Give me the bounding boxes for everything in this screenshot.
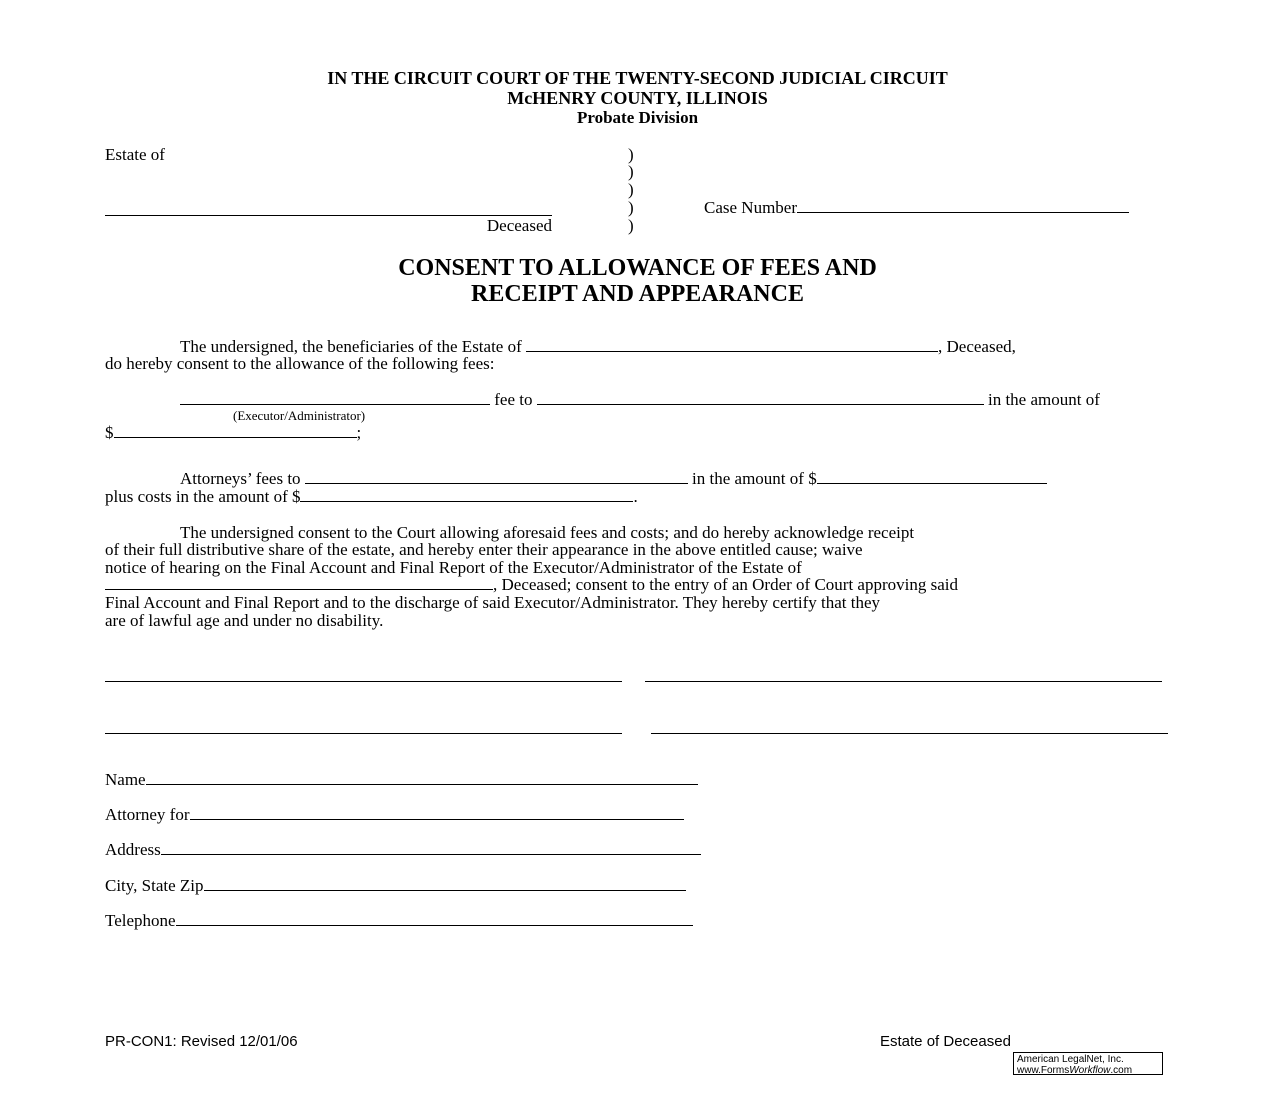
costs-amount-blank[interactable] [300, 487, 633, 502]
para3-line6: are of lawful age and under no disability. [105, 611, 384, 630]
para3-text: , Deceased; consent to the entry of an Order of Court approving said [493, 575, 958, 594]
amount-of-text: in the amount of $ [687, 469, 817, 488]
attorney-fees-line [180, 469, 1047, 489]
costs-text: plus costs in the amount of $ [105, 487, 301, 506]
attorney-name-blank[interactable] [305, 469, 688, 484]
address-blank[interactable] [161, 840, 701, 855]
fee-amount-line [105, 423, 361, 443]
telephone-blank[interactable] [176, 911, 693, 926]
case-number-label: Case Number [704, 198, 798, 217]
case-number-field[interactable] [704, 198, 1129, 218]
caption-paren: ) [628, 216, 634, 235]
signature-line[interactable] [651, 733, 1168, 734]
para3-line5: Final Account and Final Report and to the discharge of said Executor/Administrator. They hereby certify that they [105, 593, 881, 612]
telephone-label: Telephone [105, 911, 176, 930]
form-title-line2: RECEIPT AND APPEARANCE [471, 281, 804, 307]
city-state-zip-blank[interactable] [204, 876, 686, 891]
executor-sublabel: (Executor/Administrator) [233, 408, 366, 423]
amount-of-text: in the amount of [983, 390, 1100, 409]
signature-line[interactable] [645, 681, 1162, 682]
footer-estate: Estate of Deceased [880, 1033, 1011, 1050]
fee-recipient-blank[interactable] [537, 390, 984, 405]
para1-text: The undersigned, the beneficiaries of the Estate of [180, 337, 527, 356]
para3-line2: of their full distributive share of the estate, and hereby enter their appearance in the above entitled cause; waive [105, 540, 863, 559]
county-heading: McHENRY COUNTY, ILLINOIS [507, 88, 768, 108]
costs-line [105, 487, 638, 507]
logo-text: .com [1110, 1065, 1133, 1076]
address-label: Address [105, 840, 161, 859]
dollar-sign: $ [105, 423, 114, 442]
semicolon: ; [356, 423, 362, 442]
para1-line2: do hereby consent to the allowance of the following fees: [105, 354, 495, 373]
case-number-blank[interactable] [797, 198, 1129, 213]
caption-paren: ) [628, 180, 634, 199]
name-blank[interactable] [146, 770, 698, 785]
estate-of-label: Estate of [105, 145, 165, 164]
american-legalnet-logo [1013, 1052, 1163, 1075]
logo-line2 [1017, 1065, 1162, 1076]
telephone-field [105, 911, 693, 931]
logo-text: Workflow [1069, 1065, 1111, 1076]
attorney-for-label: Attorney for [105, 805, 190, 824]
fee-to-text: fee to [490, 390, 537, 409]
caption-paren: ) [628, 162, 634, 181]
executor-blank[interactable] [180, 390, 490, 405]
address-field [105, 840, 701, 860]
form-id: PR-CON1: Revised 12/01/06 [105, 1033, 298, 1050]
attorney-for-blank[interactable] [190, 805, 684, 820]
fee-line [180, 390, 1100, 410]
para3-line4 [105, 575, 958, 595]
signature-line[interactable] [105, 681, 622, 682]
beneficiary-estate-blank[interactable] [526, 337, 938, 352]
para3-line1: The undersigned consent to the Court allowing aforesaid fees and costs; and do hereby acknowledge receipt [180, 523, 915, 542]
caption-paren: ) [628, 145, 634, 164]
city-state-zip-label: City, State Zip [105, 876, 204, 895]
deceased-label: Deceased [486, 216, 552, 235]
logo-line1: American LegalNet, Inc. [1017, 1054, 1124, 1065]
city-state-zip-field [105, 876, 686, 896]
division-heading: Probate Division [576, 108, 699, 127]
attorney-for-field [105, 805, 684, 825]
attorney-fee-amount-blank[interactable] [817, 469, 1047, 484]
name-label: Name [105, 770, 146, 789]
estate-name-blank-2[interactable] [105, 575, 493, 590]
form-title-line1: CONSENT TO ALLOWANCE OF FEES AND [398, 255, 877, 281]
court-heading: IN THE CIRCUIT COURT OF THE TWENTY-SECOND JUDICIAL CIRCUIT [327, 68, 948, 88]
para1-text: , Deceased, [938, 337, 1016, 356]
logo-text: www.Forms [1017, 1065, 1070, 1076]
period: . [633, 487, 638, 506]
attorney-fees-text: Attorneys’ fees to [180, 469, 305, 488]
fee-amount-blank[interactable] [114, 423, 357, 438]
caption-paren: ) [628, 198, 634, 217]
name-field [105, 770, 698, 790]
para3-line3: notice of hearing on the Final Account and Final Report of the Executor/Administrator of the Estate of [105, 558, 802, 577]
signature-line[interactable] [105, 733, 622, 734]
